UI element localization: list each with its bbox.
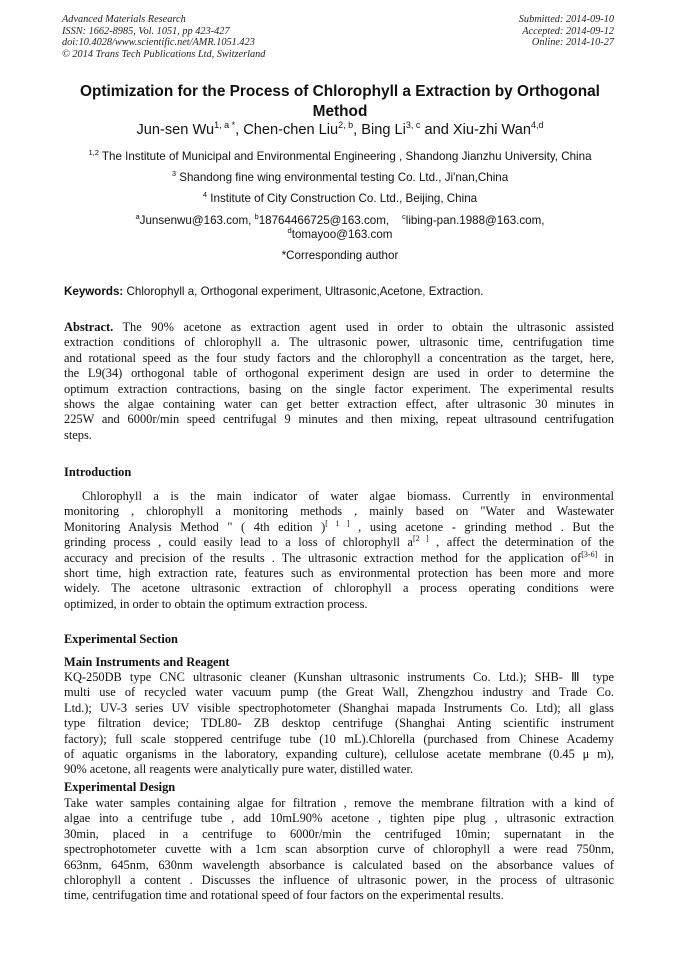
keywords-label: Keywords: xyxy=(64,285,124,298)
email-mark: d xyxy=(287,226,292,235)
instruments-line: multi use of recycled water vacuum pump (the Great Wall, Zhengzhou industry and Trade Co. xyxy=(64,685,614,700)
intro-line: Chlorophyll a is the main indicator of water algae biomass. Currently in environmental xyxy=(82,489,614,503)
intro-line: accuracy and precision of the results . The ultrasonic extraction method for the application of[3-6] in xyxy=(64,549,614,565)
email-mark: c xyxy=(402,212,406,221)
abstract-line: extraction conditions of chlorophyll a. The ultrasonic power, ultrasonic time, centrifugation time xyxy=(64,335,614,350)
doi-line: doi:10.4028/www.scientific.net/AMR.1051.423 xyxy=(62,37,255,49)
author-name: and Xiu-zhi Wan xyxy=(420,122,531,138)
intro-line: optimized, in order to obtain the optimum extraction process. xyxy=(64,596,368,611)
instruments-line: type filtration device; TDL80- ZB desktop centrifuge (Shanghai Anting scientific instrument xyxy=(64,716,614,731)
keywords-text: Chlorophyll a, Orthogonal experiment, Ultrasonic,Acetone, Extraction. xyxy=(123,285,484,298)
abstract-line: 225W and 6000r/min speed centrifugal 9 minutes and then mixing, repeat ultrasound centrifugation xyxy=(64,412,614,427)
paper-title xyxy=(62,82,618,121)
corresponding-author-note: *Corresponding author xyxy=(281,249,399,262)
intro-line: grinding process , could easily lead to a loss of chlorophyll a[2 ] , affect the determination of the xyxy=(64,534,614,550)
instruments-line: 90% acetone, all reagents were analytically pure water, distilled water. xyxy=(64,762,414,777)
issn-line: ISSN: 1662-8985, Vol. 1051, pp 423-427 xyxy=(62,25,230,37)
title-line: Method xyxy=(312,102,368,120)
affiliation-text: Institute of City Construction Co. Ltd., Beijing, China xyxy=(207,192,478,205)
experimental-section-heading: Experimental Section xyxy=(64,632,178,646)
citation-ref[interactable]: [2 ] xyxy=(412,534,429,544)
email-list xyxy=(30,214,650,228)
citation-ref[interactable]: [3-6] xyxy=(581,549,598,559)
email-mark: a xyxy=(135,212,140,221)
design-line: 663nm, 645nm, 630nm wavelength absorbance is calculated based on the absorbance values of xyxy=(64,857,614,872)
author-affiliation-mark: 4,d xyxy=(531,120,544,130)
design-line: Take water samples containing algae for filtration , remove the membrane filtration with a kind of xyxy=(64,796,614,810)
submitted-date: Submitted: 2014-09-10 xyxy=(518,14,614,25)
email-address[interactable]: Junsenwu@163.com, xyxy=(139,214,255,227)
abstract-line: shows the algae containing water can get better extraction effect, after ultrasonic 30 minutes in xyxy=(64,397,614,412)
affiliation-2 xyxy=(30,171,650,185)
author-affiliation-mark: 2, b xyxy=(338,120,354,130)
affiliation-3 xyxy=(30,192,650,206)
author-affiliation-mark: 3, c xyxy=(405,120,421,130)
abstract-line: optimum extraction contractions, basing on the single factor experiment. The experimental results xyxy=(64,381,614,396)
author-name: , Bing Li xyxy=(353,122,406,138)
abstract-label: Abstract. xyxy=(64,320,114,334)
email-address[interactable]: 18764466725@163.com, xyxy=(258,214,402,227)
abstract-line: Abstract. The 90% acetone as extraction agent used in order to obtain the ultrasonic assisted xyxy=(64,320,614,334)
design-line: spectrophotometer cuvette with a 1cm scan absorption curve of chlorophyll a were read 750nm, xyxy=(64,842,614,857)
design-line: algae into a centrifuge tube , add 10mL90% acetone , tighten pipe plug , ultrasonic extraction xyxy=(64,811,614,826)
design-subheading: Experimental Design xyxy=(64,780,176,794)
author-name: , Chen-chen Liu xyxy=(235,122,339,138)
instruments-subheading: Main Instruments and Reagent xyxy=(64,655,230,669)
email-list-continued xyxy=(30,228,650,242)
online-date: Online: 2014-10-27 xyxy=(531,37,614,49)
abstract-line: the L9(34) orthogonal table of orthogonal experiment design are used in order to determine the xyxy=(64,366,614,381)
keywords xyxy=(64,285,484,299)
intro-line: Monitoring Analysis Method " ( 4th edition )[ 1 ] , using acetone - grinding method . But the xyxy=(64,518,615,534)
affiliation-text: The Institute of Municipal and Environmental Engineering , Shandong Jianzhu University, China xyxy=(98,150,592,163)
citation-ref[interactable]: [ 1 ] xyxy=(325,518,350,528)
abstract xyxy=(64,320,614,443)
introduction-heading: Introduction xyxy=(64,465,132,479)
title-line: Optimization for the Process of Chlorophyll a Extraction by Orthogonal xyxy=(80,83,600,100)
abstract-line: and rotational speed as the four study factors and the chlorophyll a concentration as the target, here, xyxy=(64,350,614,365)
instruments-body xyxy=(64,670,614,778)
design-line: time, centrifugation time and rotational speed of four factors on the experimental results. xyxy=(64,888,504,903)
intro-line: monitoring , chlorophyll a monitoring methods , mainly based on "Water and Wastewater xyxy=(64,504,614,519)
accepted-date: Accepted: 2014-09-12 xyxy=(522,25,614,37)
instruments-line: KQ-250DB type CNC ultrasonic cleaner (Kunshan ultrasonic instruments Co. Ltd.); SHB- Ⅲ type xyxy=(64,670,614,684)
design-body xyxy=(64,796,614,904)
email-mark: b xyxy=(254,212,259,221)
submission-dates xyxy=(519,14,614,49)
instruments-line: Ltd.); UV-3 series UV visible spectrophotometer (Shanghai mapada Instruments Co. Ltd); all glass xyxy=(64,700,614,715)
journal-name: Advanced Materials Research xyxy=(62,14,186,25)
instruments-line: of aquatic organisms in the laboratory, expanding culture), cellulose acetate membrane (0.45 μ m), xyxy=(64,747,614,762)
affiliation-mark: 1,2 xyxy=(88,148,99,157)
author-list xyxy=(40,121,640,139)
instruments-line: factory); full scale stoppered centrifuge tube (10 mL).Chlorella (purchased from Chinese Academy xyxy=(64,731,614,746)
affiliation-1 xyxy=(30,150,650,164)
introduction-body xyxy=(64,489,614,612)
email-address[interactable]: tomayoo@163.com xyxy=(291,228,393,241)
intro-line: widely. The acetone ultrasonic extraction of chlorophyll a process operating conditions were xyxy=(64,581,614,596)
author-affiliation-mark: 1, a * xyxy=(214,120,236,130)
intro-line: short time, high extraction rate, features such as environmental protection has been more and more xyxy=(64,566,614,581)
email-address[interactable]: libing-pan.1988@163.com, xyxy=(405,214,545,227)
copyright-line: © 2014 Trans Tech Publications Ltd, Switzerland xyxy=(62,48,266,60)
affiliation-text: Shandong fine wing environmental testing Co. Ltd., Ji'nan,China xyxy=(175,171,509,184)
author-name: Jun-sen Wu xyxy=(136,122,215,138)
journal-info xyxy=(62,14,265,60)
design-line: 30min, placed in a centrifuge to 6000r/min the centrifuged 10min; supernatant in the xyxy=(64,826,614,841)
abstract-line: steps. xyxy=(64,427,92,442)
affiliation-mark: 3 xyxy=(171,169,176,178)
design-line: chlorophyll a content . Discusses the influence of ultrasonic power, in the process of ultrasonic xyxy=(64,873,614,888)
affiliation-mark: 4 xyxy=(202,190,208,199)
